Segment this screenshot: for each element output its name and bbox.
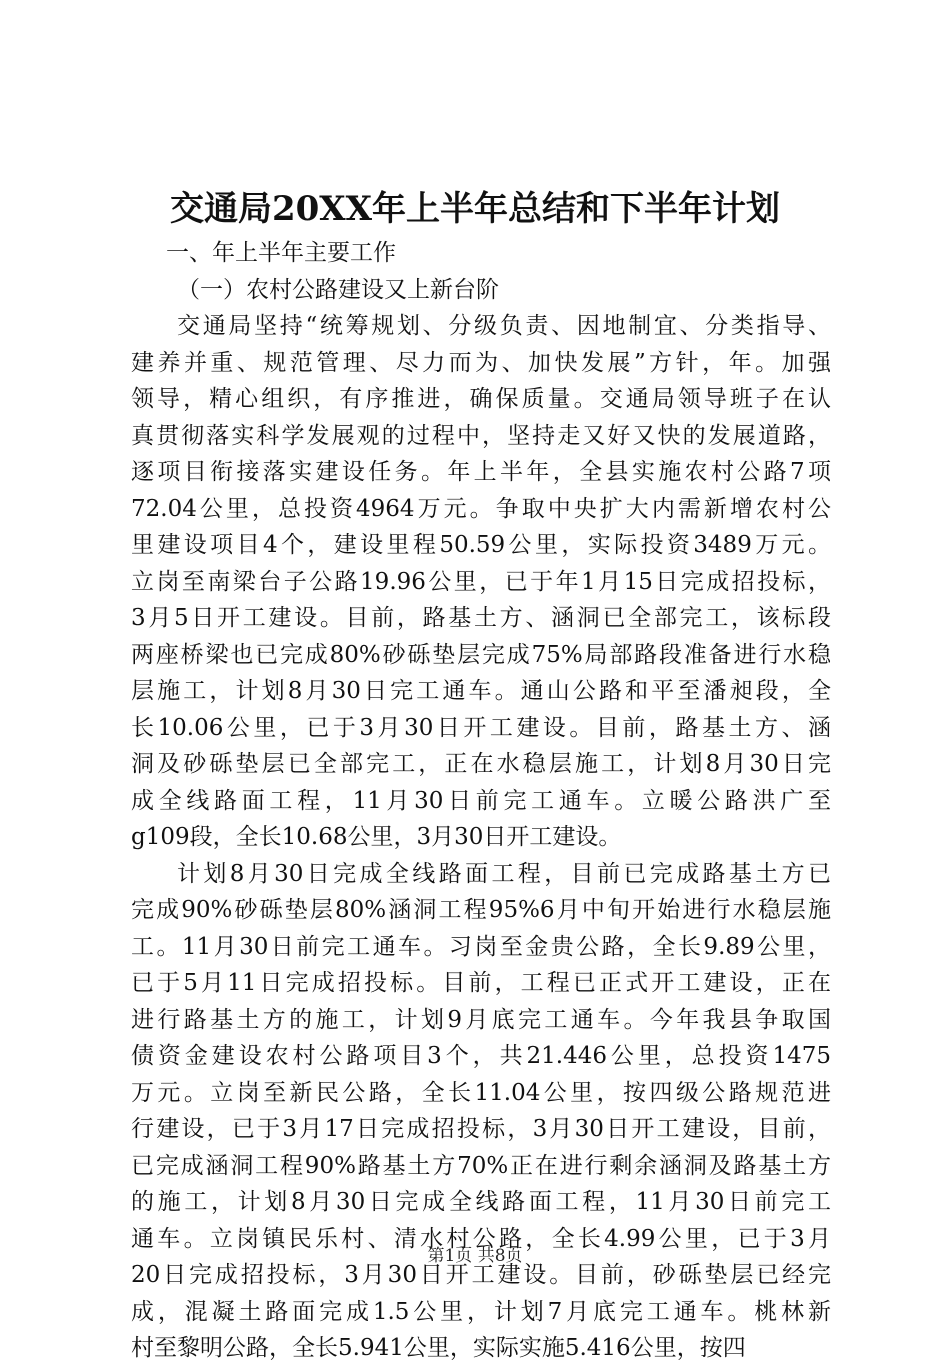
paragraph-2 [131,856,831,1367]
paragraph-line: 的施工，计划8月30日完成全线路面工程，11月30日前完工 [131,1189,831,1215]
paragraph-line: 3月5日开工建设。目前，路基土方、涵洞已全部完工，该标段 [131,605,831,631]
paragraph-line: 计划8月30日完成全线路面工程，目前已完成路基土方已 [177,860,831,887]
page-footer: 第1页 共8页 [427,1246,523,1266]
paragraph-line: 进行路基土方的施工，计划9月底完工通车。今年我县争取国 [131,1006,831,1033]
paragraph-line: 长10.06公里，已于3月30日开工建设。目前，路基土方、涵 [131,714,831,741]
paragraph-line: 两座桥梁也已完成80%砂砾垫层完成75%局部路段准备进行水稳 [131,641,831,668]
paragraph-line: 债资金建设农村公路项目3个，共21.446公里，总投资1475 [131,1043,831,1069]
paragraph-line: 逐项目衔接落实建设任务。年上半年，全县实施农村公路7项 [131,459,831,485]
paragraph-line: 立岗至南梁台子公路19.96公里，已于年1月15日完成招投标， [131,568,831,595]
paragraph-line: 通车。立岗镇民乐村、清水村公路，全长4.99公里，已于3月 [131,1225,831,1252]
paragraph-line: 建养并重、规范管理、尽力而为、加快发展”方针，年。加强 [131,349,831,376]
paragraph-line: 20日完成招投标，3月30日开工建设。目前，砂砾垫层已经完 [131,1262,831,1288]
paragraph-line: 行建设，已于3月17日完成招投标，3月30日开工建设，目前， [131,1116,831,1142]
paragraph-line: 成全线路面工程，11月30日前完工通车。立暖公路洪广至 [131,787,831,814]
paragraph-1 [131,308,831,856]
paragraph-line: 层施工，计划8月30日完工通车。通山公路和平至潘昶段，全 [131,678,831,704]
section-heading: 一、年上半年主要工作 [166,240,396,266]
document-body [131,235,831,1367]
paragraph-line: 完成90%砂砾垫层80%涵洞工程95%6月中旬开始进行水稳层施 [131,897,831,923]
paragraph-line: 万元。立岗至新民公路，全长11.04公里，按四级公路规范进 [131,1079,831,1106]
paragraph-line: 里建设项目4个，建设里程50.59公里，实际投资3489万元。 [131,532,831,558]
paragraph-line: 成，混凝土路面完成1.5公里，计划7月底完工通车。桃林新 [131,1298,831,1325]
paragraph-line: 72.04公里，总投资4964万元。争取中央扩大内需新增农村公 [131,495,831,522]
paragraph-line: g109段，全长10.68公里，3月30日开工建设。 [131,824,622,850]
paragraph-line: 交通局坚持“统筹规划、分级负责、因地制宜、分类指导、 [177,313,831,339]
paragraph-line: 工。11月30日前完工通车。习岗至金贵公路，全长9.89公里， [131,933,831,960]
paragraph-line: 已完成涵洞工程90%路基土方70%正在进行剩余涵洞及路基土方 [131,1152,831,1179]
paragraph-line: 领导，精心组织，有序推进，确保质量。交通局领导班子在认 [131,386,831,412]
document-title: 交通局20XX年上半年总结和下半年计划 [169,189,781,229]
paragraph-line: 真贯彻落实科学发展观的过程中，坚持走又好又快的发展道路， [131,422,831,449]
paragraph-line: 已于5月11日完成招投标。目前，工程已正式开工建设，正在 [131,970,831,996]
subsection-heading: （一）农村公路建设又上新台阶 [177,276,499,303]
paragraph-line: 村至黎明公路，全长5.941公里，实际实施5.416公里，按四 [131,1335,746,1361]
paragraph-line: 洞及砂砾垫层已全部完工，正在水稳层施工，计划8月30日完 [131,751,831,777]
